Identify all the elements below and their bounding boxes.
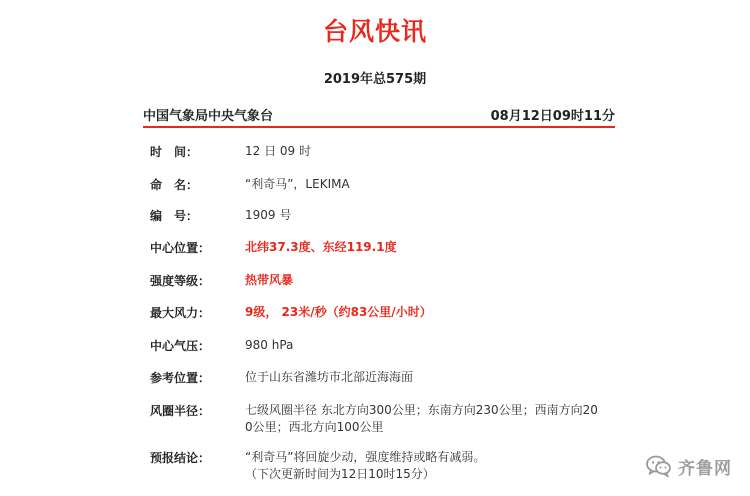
field-value: 北纬37.3度、东经119.1度: [245, 240, 397, 254]
field-value: 1909 号: [245, 208, 292, 222]
field-value: [245, 449, 615, 483]
field-label: 中心气压：: [150, 339, 211, 353]
field-value: 位于山东省潍坊市北部近海海面: [245, 370, 414, 384]
agency-name: 中国气象局中央气象台: [143, 109, 274, 124]
page-title: 台风快讯: [322, 17, 427, 46]
field-value: 12 日 09 时: [245, 144, 311, 158]
value-line: （下次更新时间为12日10时15分）: [245, 467, 435, 481]
field-value: [245, 402, 615, 436]
field-label: 时 间：: [150, 145, 199, 159]
value-line: 0公里；西北方向100公里: [245, 420, 384, 434]
report-time: 08月12日09时11分: [490, 109, 615, 124]
field-value: 980 hPa: [245, 338, 294, 352]
field-label: 参考位置：: [150, 371, 211, 385]
report-header: [143, 105, 615, 123]
field-label: 编 号：: [150, 209, 199, 223]
watermark-text: 齐鲁网: [678, 458, 732, 479]
wechat-icon: [646, 454, 672, 478]
field-label: 中心位置：: [150, 241, 211, 255]
header-divider: [143, 126, 615, 128]
issue-number: 2019年总575期: [323, 72, 427, 87]
field-label: 最大风力：: [150, 306, 211, 320]
field-label: 风圈半径：: [150, 404, 211, 418]
value-line: “利奇马”将回旋少动，强度维持或略有减弱。: [245, 450, 486, 464]
field-label: 命 名：: [150, 178, 199, 192]
watermark: [646, 452, 732, 480]
field-value: “利奇马”，LEKIMA: [245, 177, 350, 191]
field-value: 热带风暴: [245, 273, 294, 287]
field-value: 9级， 23米/秒（约83公里/小时）: [245, 305, 432, 319]
field-label: 强度等级：: [150, 274, 211, 288]
value-line: 七级风圈半径 东北方向300公里；东南方向230公里；西南方向20: [245, 403, 598, 417]
field-label: 预报结论：: [150, 451, 211, 465]
